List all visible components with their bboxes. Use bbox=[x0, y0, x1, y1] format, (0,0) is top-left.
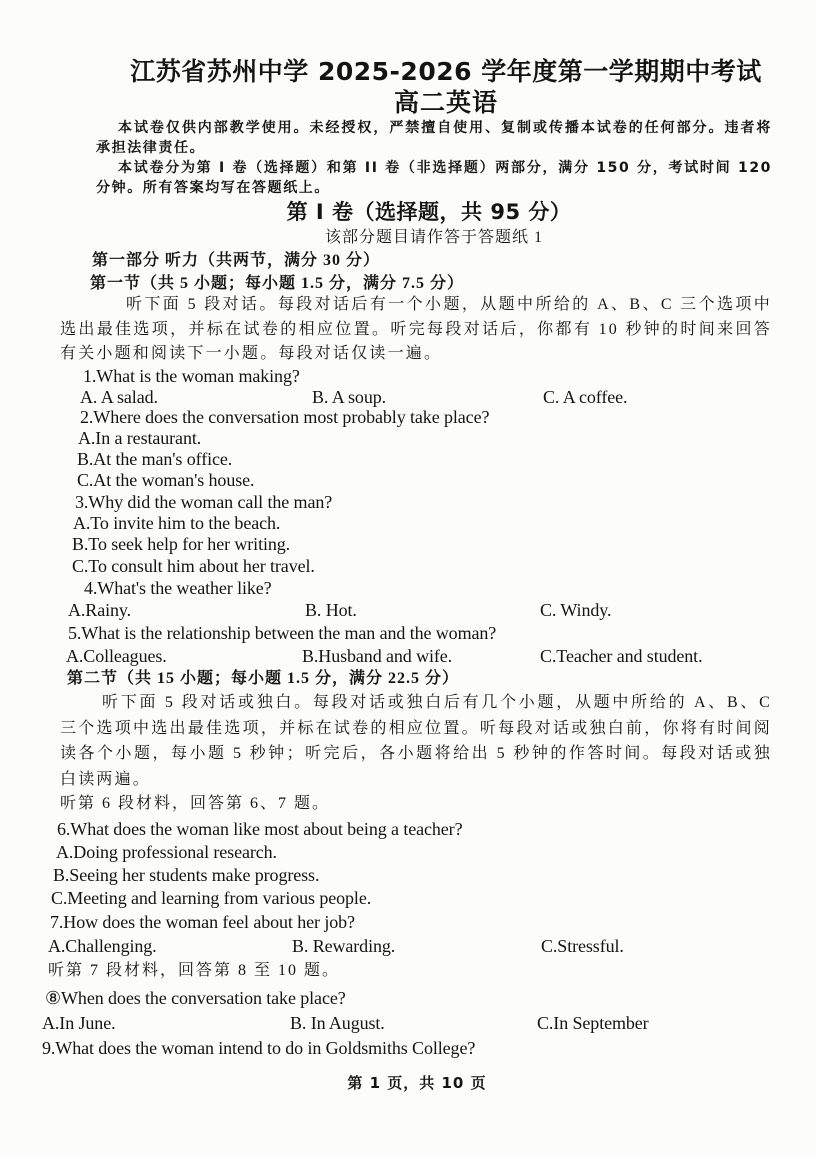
part-heading: 第一部分 听力（共两节，满分 30 分） bbox=[92, 252, 381, 269]
option-b: B.To seek help for her writing. bbox=[72, 534, 291, 554]
option-a: A.In a restaurant. bbox=[78, 428, 202, 448]
material-prompt: 听第 7 段材料，回答第 8 至 10 题。 bbox=[48, 962, 341, 979]
option-a: A. A salad. bbox=[80, 387, 158, 407]
question-stem: 5.What is the relationship between the man and the woman? bbox=[68, 623, 497, 643]
section-heading: 第二节（共 15 小题；每小题 1.5 分，满分 22.5 分） bbox=[67, 670, 460, 687]
option-c: C.To consult him about her travel. bbox=[72, 556, 315, 576]
volume-heading: 第 I 卷（选择题，共 95 分） bbox=[286, 200, 572, 224]
option-b: B. A soup. bbox=[312, 387, 387, 407]
question-stem: 2.Where does the conversation most probably take place? bbox=[80, 407, 490, 427]
question-stem: ⑧When does the conversation take place? bbox=[45, 988, 346, 1008]
option-a: A.Doing professional research. bbox=[56, 842, 277, 862]
option-c: C. A coffee. bbox=[543, 387, 628, 407]
option-b: B.Husband and wife. bbox=[302, 646, 453, 666]
question-stem: 1.What is the woman making? bbox=[83, 366, 300, 386]
exam-structure-notice: 本试卷分为第 I 卷（选择题）和第 II 卷（非选择题）两部分，满分 150 分，考试时间 120 分钟。所有答案均写在答题纸上。 bbox=[96, 160, 772, 196]
option-b: B.At the man's office. bbox=[77, 449, 233, 469]
option-c: C. Windy. bbox=[540, 600, 612, 620]
option-a: A.Rainy. bbox=[68, 600, 132, 620]
option-a: A.To invite him to the beach. bbox=[73, 513, 281, 533]
option-b: B.Seeing her students make progress. bbox=[53, 865, 320, 885]
page-footer: 第 1 页，共 10 页 bbox=[347, 1074, 487, 1092]
option-a: A.Challenging. bbox=[48, 936, 157, 956]
question-stem: 6.What does the woman like most about being a teacher? bbox=[57, 819, 463, 839]
section-heading: 第一节（共 5 小题；每小题 1.5 分，满分 7.5 分） bbox=[90, 275, 465, 292]
material-prompt: 听第 6 段材料，回答第 6、7 题。 bbox=[60, 795, 331, 812]
option-c: C.Meeting and learning from various people. bbox=[51, 888, 372, 908]
option-b: B. In August. bbox=[290, 1013, 385, 1033]
exam-title: 江苏省苏州中学 2025-2026 学年度第一学期期中考试 bbox=[130, 57, 762, 86]
section-instructions: 听下面 5 段对话或独白。每段对话或独白后有几个小题，从题中所给的 A、B、C 三个选项中选出最佳选项，并标在试卷的相应位置。听每段对话或独白前，你将有时间阅读各个小题，每小题 5 秒钟；听完后，各小题将给出 5 秒钟的作答时间。每段对话或独白读两遍。 bbox=[60, 694, 772, 788]
option-b: B. Hot. bbox=[305, 600, 357, 620]
copyright-notice: 本试卷仅供内部教学使用。未经授权，严禁擅自使用、复制或传播本试卷的任何部分。违者将承担法律责任。 bbox=[96, 120, 772, 156]
answer-sheet-note: 该部分题目请作答于答题纸 1 bbox=[324, 229, 543, 246]
option-c: C.Stressful. bbox=[541, 936, 624, 956]
question-stem: 3.Why did the woman call the man? bbox=[75, 492, 333, 512]
option-c: C.In September bbox=[537, 1013, 649, 1033]
option-b: B. Rewarding. bbox=[292, 936, 396, 956]
section-instructions: 听下面 5 段对话。每段对话后有一个小题，从题中所给的 A、B、C 三个选项中选出最佳选项，并标在试卷的相应位置。听完每段对话后，你都有 10 秒钟的时间来回答有关小题和阅读下一小题。每段对话仅读一遍。 bbox=[60, 296, 772, 362]
question-stem: 4.What's the weather like? bbox=[84, 578, 272, 598]
exam-subject: 高二英语 bbox=[393, 88, 498, 117]
question-stem: 9.What does the woman intend to do in Goldsmiths College? bbox=[42, 1038, 476, 1058]
option-c: C.Teacher and student. bbox=[540, 646, 703, 666]
option-a: A.In June. bbox=[42, 1013, 116, 1033]
option-a: A.Colleagues. bbox=[66, 646, 167, 666]
question-stem: 7.How does the woman feel about her job? bbox=[50, 912, 355, 932]
option-c: C.At the woman's house. bbox=[77, 470, 255, 490]
